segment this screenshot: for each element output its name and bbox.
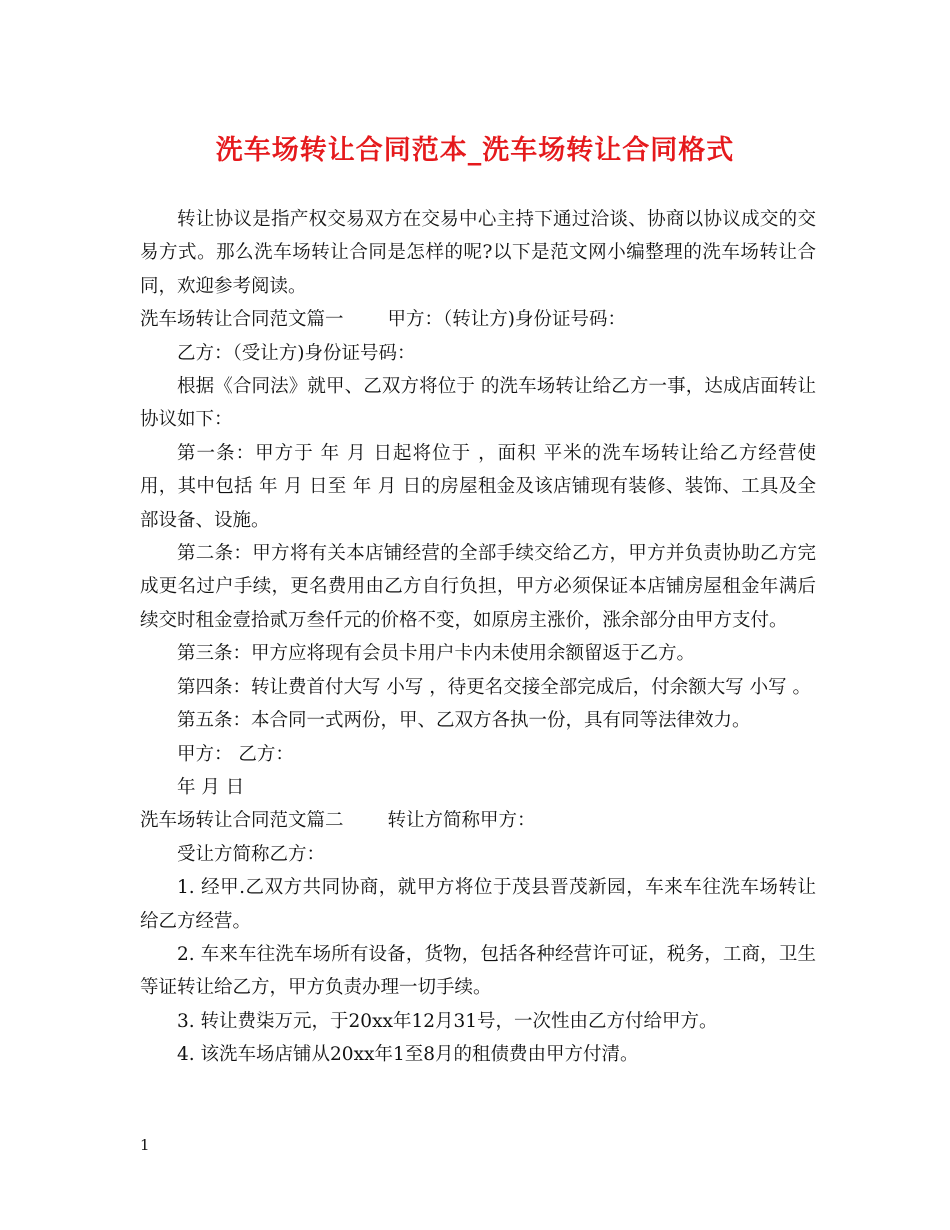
- section-two-heading-line: [140, 804, 816, 837]
- section-one-heading-line: [140, 303, 816, 336]
- clause-4: 4. 该洗车场店铺从20xx年1至8月的租债费由甲方付清。: [177, 1044, 639, 1066]
- section-two-party-b: 受让方简称乙方：: [177, 843, 326, 865]
- article-five: 第五条：本合同一式两份，甲、乙双方各执一份，具有同等法律效力。: [177, 710, 751, 732]
- section-one-party-a: 甲方：（转让方)身份证号码：: [387, 309, 626, 331]
- section-two-heading: 洗车场转让合同范文篇二: [140, 810, 344, 832]
- section-one-heading: 洗车场转让合同范文篇一: [140, 309, 344, 331]
- clause-1: 1. 经甲.乙双方共同协商，就甲方将位于茂县晋茂新园，车来车往洗车场转让给乙方经营。: [140, 877, 816, 932]
- article-two: 第二条：甲方将有关本店铺经营的全部手续交给乙方，甲方并负责协助乙方完成更名过户手续，更名费用由乙方自行负担，甲方必须保证本店铺房屋租金年满后续交时租金壹拾贰万叁仟元的价格不变，如原房主涨价，涨余部分由甲方支付。: [140, 543, 816, 631]
- document-title: 洗车场转让合同范本_洗车场转让合同格式: [215, 135, 735, 166]
- date-line: 年 月 日: [177, 776, 245, 798]
- signature-line: 甲方： 乙方：: [177, 743, 294, 765]
- article-four: 第四条：转让费首付大写 小写 ，待更名交接全部完成后，付余额大写 小写 。: [177, 676, 812, 698]
- contract-preamble: 根据《合同法》就甲、乙双方将位于 的洗车场转让给乙方一事，达成店面转让协议如下：: [140, 376, 816, 431]
- party-b-line: 乙方：（受让方)身份证号码：: [177, 342, 416, 364]
- section-two-party-a: 转让方简称甲方：: [387, 810, 536, 832]
- article-three: 第三条：甲方应将现有会员卡用户卡内未使用余额留返于乙方。: [177, 643, 696, 665]
- page-number: 1: [140, 1136, 150, 1154]
- document-body: [140, 203, 816, 1072]
- clause-2: 2. 车来车往洗车场所有设备，货物，包括各种经营许可证，税务，工商，卫生等证转让给乙方，甲方负责办理一切手续。: [140, 943, 816, 999]
- intro-paragraph: 转让协议是指产权交易双方在交易中心主持下通过洽谈、协商以协议成交的交易方式。那么洗车场转让合同是怎样的呢?以下是范文网小编整理的洗车场转让合同，欢迎参考阅读。: [140, 209, 816, 297]
- clause-3: 3. 转让费柒万元，于20xx年12月31号，一次性由乙方付给甲方。: [177, 1010, 718, 1032]
- article-one: 第一条：甲方于 年 月 日起将位于 ，面积 平米的洗车场转让给乙方经营使用，其中包括 年 月 日至 年 月 日的房屋租金及该店铺现有装修、装饰、工具及全部设备、设施。: [140, 442, 816, 531]
